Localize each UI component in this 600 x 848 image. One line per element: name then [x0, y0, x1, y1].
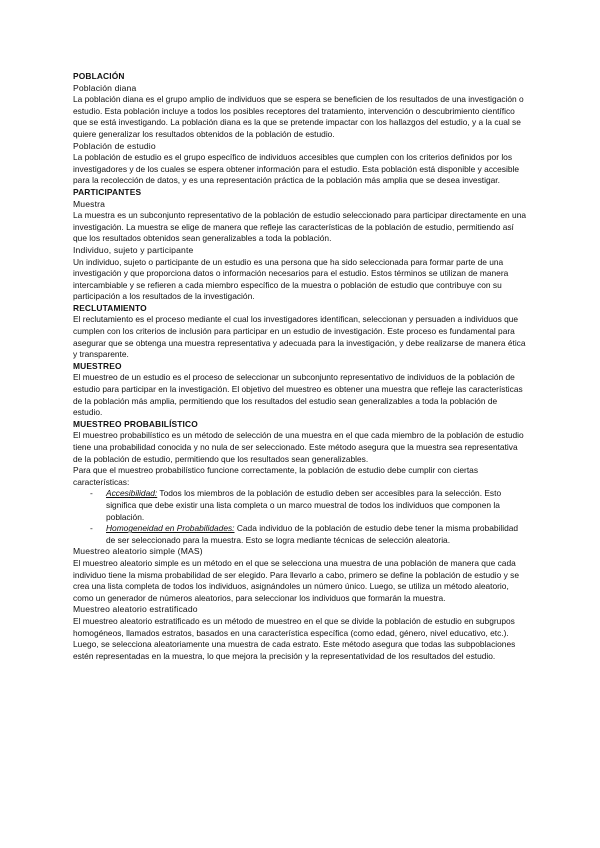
- subheading-muestra: Muestra: [73, 198, 106, 209]
- criteria-description: Cada individuo de la población de estudio debe tener la misma probabilidad de ser seleccionado para la muestra. Esto se logra mediante técnicas de selección aleatoria.: [106, 523, 519, 545]
- criteria-term: Accesibilidad:: [106, 488, 158, 499]
- criteria-item: [73, 523, 528, 546]
- section-heading-poblacion: POBLACIÓN: [73, 71, 125, 81]
- paragraph-poblacion-diana: La población diana es el grupo amplio de individuos que se espera se beneficien de los resultados de una investigación o estudio. Esta población incluye a todos los posibles receptores del tratamiento, intervención o descubrimiento científico que se está investigando. La población diana es la que se pretende impactar con los hallazgos del estudio, y a la cual se quiere generalizar los resultados obtenidos de la población de estudio.: [73, 94, 524, 139]
- subheading-poblacion-de-estudio: Población de estudio: [73, 140, 156, 151]
- paragraph-muestreo-aleatorio-estratificado: El muestreo aleatorio estratificado es un método de muestreo en el que se divide la población de estudio en subgrupos homogéneos, llamados estratos, basados en una característica específica (como edad, género, nivel educativo, etc.). Luego, se selecciona aleatoriamente una muestra de cada estrato. Este método asegura que todas las subpoblaciones estén representadas en la muestra, lo que mejora la precisión y la representatividad de los resultados del estudio.: [73, 615, 516, 661]
- paragraph-muestreo-probabilistico: El muestreo probabilístico es un método de selección de una muestra en el que cada miembro de la población de estudio tiene una probabilidad conocida y no nula de ser seleccionado. Este método asegura que la muestra sea representativa de la población de estudio, permitiendo que los resultados sean generalizables.: [73, 430, 524, 464]
- paragraph-muestreo: El muestreo de un estudio es el proceso de seleccionar un subconjunto representativo de individuos de la población de estudio para participar en la investigación. El objetivo del muestreo es obtener una muestra que refleje las características de la población más amplia, permitiendo que los resultados del estudio sean generalizables a toda la población de estudio.: [73, 372, 523, 418]
- subheading-individuo-sujeto-y-participante: Individuo, sujeto y participante: [73, 244, 194, 255]
- section-heading-participantes: PARTICIPANTES: [73, 186, 142, 197]
- criteria-term: Homogeneidad en Probabilidades:: [106, 523, 235, 534]
- criteria-item: [73, 488, 528, 523]
- criteria-list: [73, 488, 528, 546]
- paragraph-muestra: La muestra es un subconjunto representativo de la población de estudio seleccionado para participar directamente en una investigación. La muestra se elige de manera que refleje las características de la población de estudio, permitiendo así que los resultados obtenidos sean generalizables a toda la población.: [73, 210, 527, 244]
- criteria-description: Todos los miembros de la población de estudio deben ser accesibles para la selección. Esto significa que debe existir una lista completa o un marco muestral de todos los individuos que componen la población.: [106, 488, 502, 522]
- paragraph-individuo-sujeto-y-participante: Un individuo, sujeto o participante de un estudio es una persona que ha sido seleccionada para formar parte de una investigación y que proporciona datos o información necesarios para el estudio. Estos términos se utilizan de manera intercambiable y se refieren a cada miembro específico de la muestra o población de estudio que contribuye con su participación a los resultados de la investigación.: [73, 256, 509, 302]
- subheading-poblacion-diana: Población diana: [73, 82, 137, 93]
- document-sections-bottom: [73, 546, 528, 662]
- paragraph-muestreo-aleatorio-simple-mas: El muestreo aleatorio simple es un método en el que se selecciona una muestra de una población de manera que cada individuo tiene la misma probabilidad de ser elegido. Para llevarlo a cabo, primero se define la población de estudio y se crea una lista completa de todos los individuos, asignándoles un número único. Luego, se utiliza un método aleatorio, como un generador de números aleatorios, para seleccionar los individuos que formarán la muestra.: [73, 557, 520, 603]
- document-sections-top: [73, 71, 528, 488]
- bullet-dash: -: [90, 488, 93, 499]
- section-heading-muestreo: MUESTREO: [73, 360, 122, 371]
- section-heading-muestreo-probabilistico: MUESTREO PROBABILÍSTICO: [73, 418, 198, 429]
- bullet-dash: -: [90, 523, 93, 534]
- paragraph-muestreo-probabilistico: Para que el muestreo probabilístico funcione correctamente, la población de estudio debe cumplir con ciertas características:: [73, 465, 479, 487]
- paragraph-poblacion-de-estudio: La población de estudio es el grupo específico de individuos accesibles que cumplen con los criterios definidos por los investigadores y de los cuales se espera obtener información para el estudio. Esta población está disponible y accesible para la recolección de datos, y es una representación práctica de la población más amplia que se desea investigar.: [73, 152, 520, 186]
- subheading-muestreo-aleatorio-simple-mas: Muestreo aleatorio simple (MAS): [73, 546, 203, 557]
- section-heading-reclutamiento: RECLUTAMIENTO: [73, 302, 147, 313]
- subheading-muestreo-aleatorio-estratificado: Muestreo aleatorio estratificado: [73, 604, 198, 615]
- document-page: [73, 71, 528, 662]
- paragraph-reclutamiento: El reclutamiento es el proceso mediante el cual los investigadores identifican, seleccionan y persuaden a individuos que cumplen con los criterios de inclusión para participar en un estudio de investigación. Este proceso es fundamental para asegurar que se obtenga una muestra representativa y adecuada para la investigación, y debe realizarse de manera ética y transparente.: [73, 314, 526, 360]
